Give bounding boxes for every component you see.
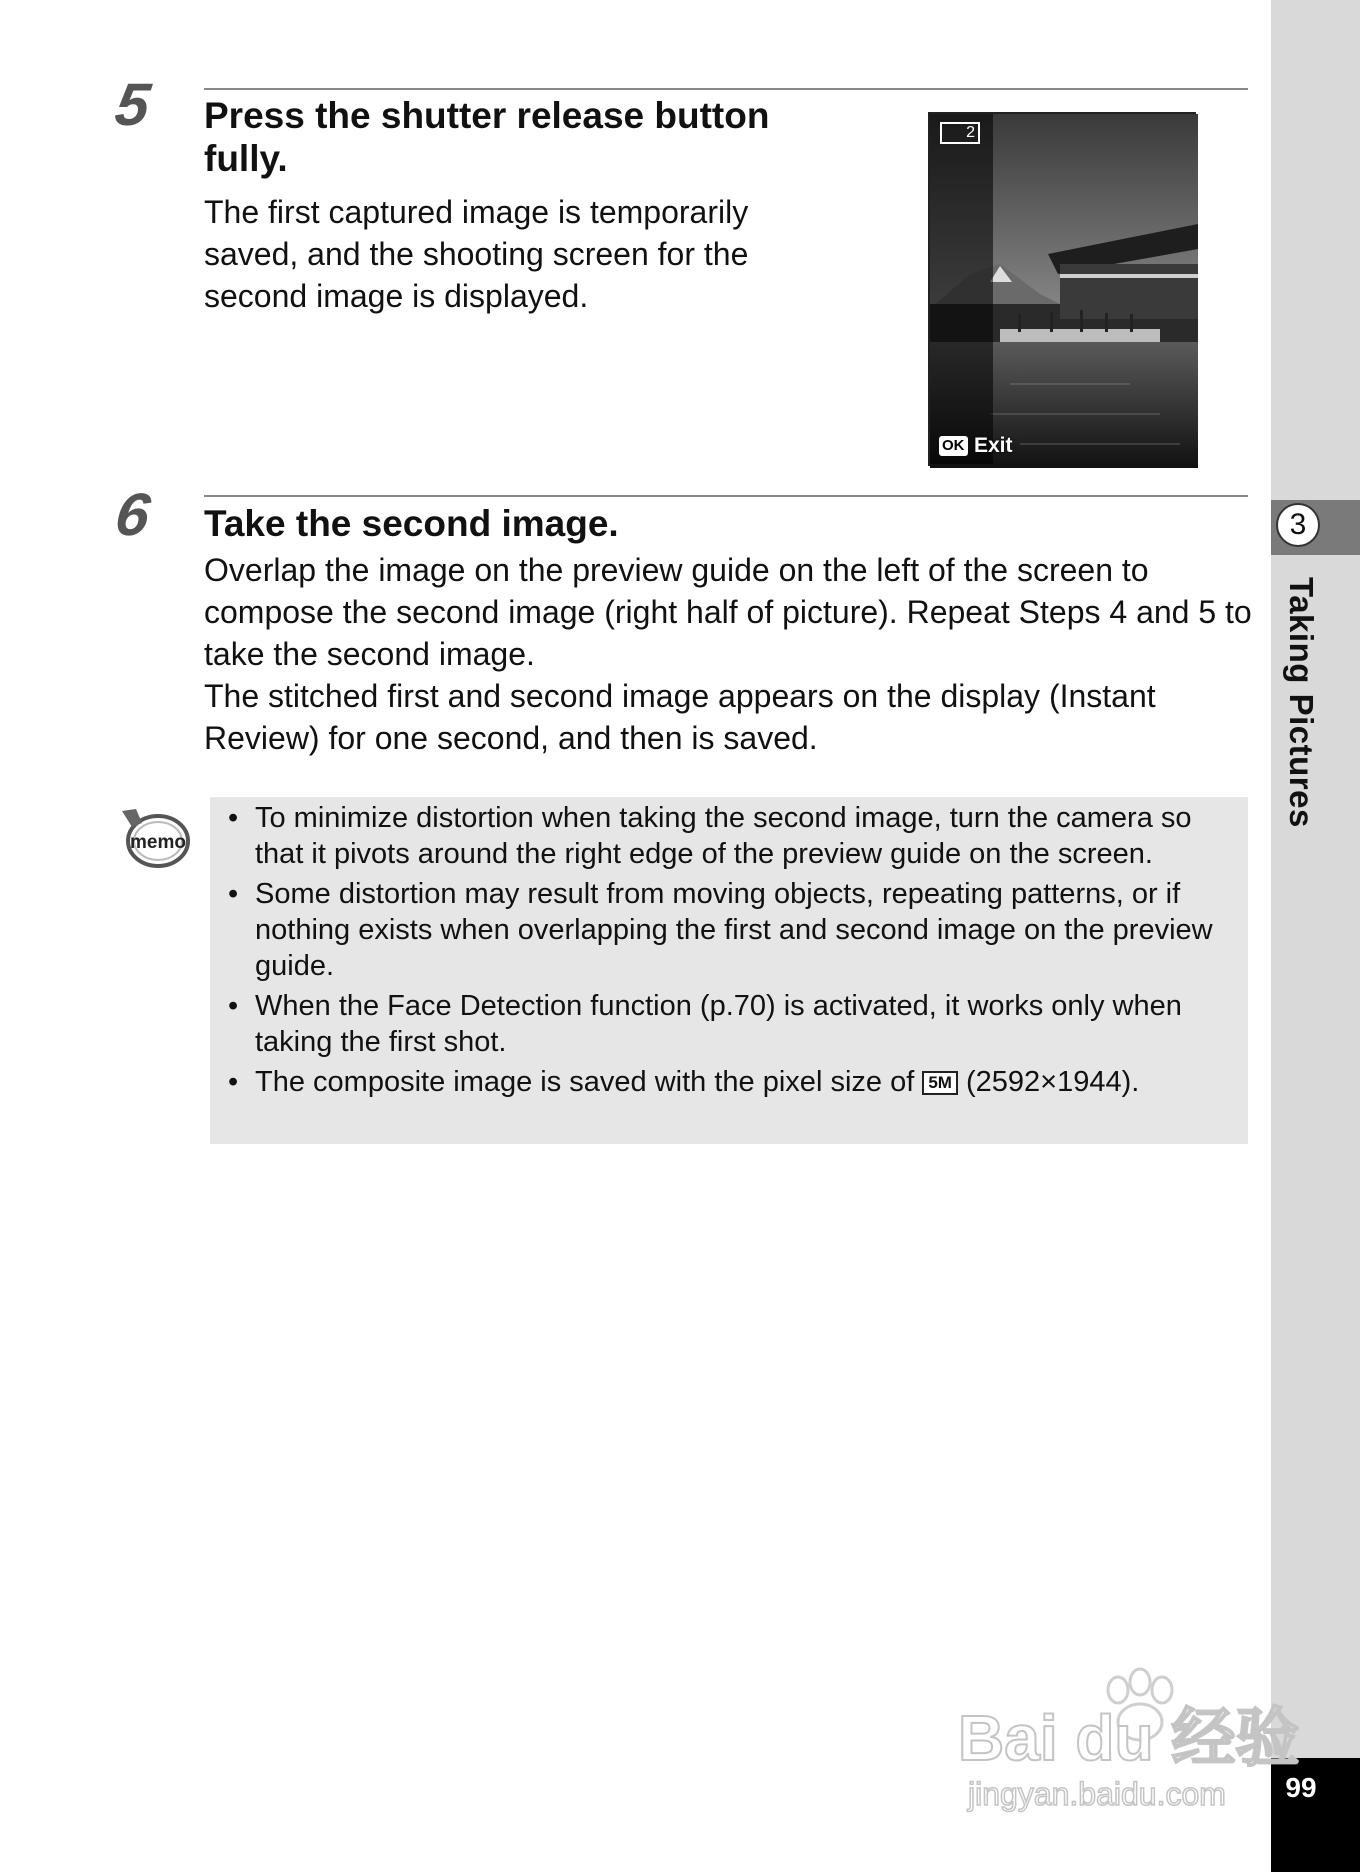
resolution-5m-icon: 5M: [922, 1071, 958, 1095]
memo-list: [220, 800, 1240, 1104]
ok-key-icon: OK: [939, 436, 968, 456]
step-5-number: 5: [111, 71, 155, 138]
step-5-heading-line2: fully.: [204, 138, 288, 179]
panorama-icon: 2: [940, 122, 980, 144]
step-5-heading: [204, 94, 884, 180]
chapter-number: 3: [1276, 503, 1320, 547]
watermark: [958, 1660, 1300, 1830]
step-6-body-1: Overlap the image on the preview guide on the left of the screen to compose the second image (right half of picture). Repeat Steps 4 and 5 to take the second image.: [204, 552, 1252, 672]
memo-item: • When the Face Detection function (p.70) is activated, it works only when taking the first shot.: [220, 988, 1240, 1060]
ok-exit-label: Exit: [974, 434, 1013, 457]
step-6-body-2: The stitched first and second image appears on the display (Instant Review) for one second, and then is saved.: [204, 678, 1156, 756]
watermark-brand: Bai du 经验: [958, 1702, 1300, 1774]
chapter-title: Taking Pictures: [1283, 577, 1320, 828]
preview-guide: [930, 114, 993, 464]
memo-item-prefix: The composite image is saved with the pixel size of: [255, 1066, 915, 1098]
watermark-url: jingyan.baidu.com: [968, 1776, 1226, 1812]
memo-item: • Some distortion may result from moving objects, repeating patterns, or if nothing exists when overlapping the first and second image on the preview guide.: [220, 876, 1240, 984]
step-5-heading-line1: Press the shutter release button: [204, 95, 770, 136]
page-number: 99: [1285, 1772, 1317, 1803]
side-column: [1271, 0, 1360, 1872]
memo-item-resolution: [220, 1064, 1240, 1100]
step-6-rule: [204, 495, 1248, 497]
step-6-heading: Take the second image.: [204, 503, 619, 544]
step-5-body: The first captured image is temporarily saved, and the shooting screen for the second image is displayed.: [204, 194, 749, 314]
step-6-number: 6: [111, 481, 155, 548]
memo-icon-label: memo: [130, 832, 186, 853]
memo-item-suffix: (2592×1944).: [966, 1066, 1140, 1098]
memo-item: • To minimize distortion when taking the second image, turn the camera so that it pivots around the right edge of the preview guide on the screen.: [220, 800, 1240, 872]
memo-icon: [118, 805, 190, 869]
camera-screen: [928, 112, 1196, 466]
step-5-rule: [204, 88, 1248, 90]
